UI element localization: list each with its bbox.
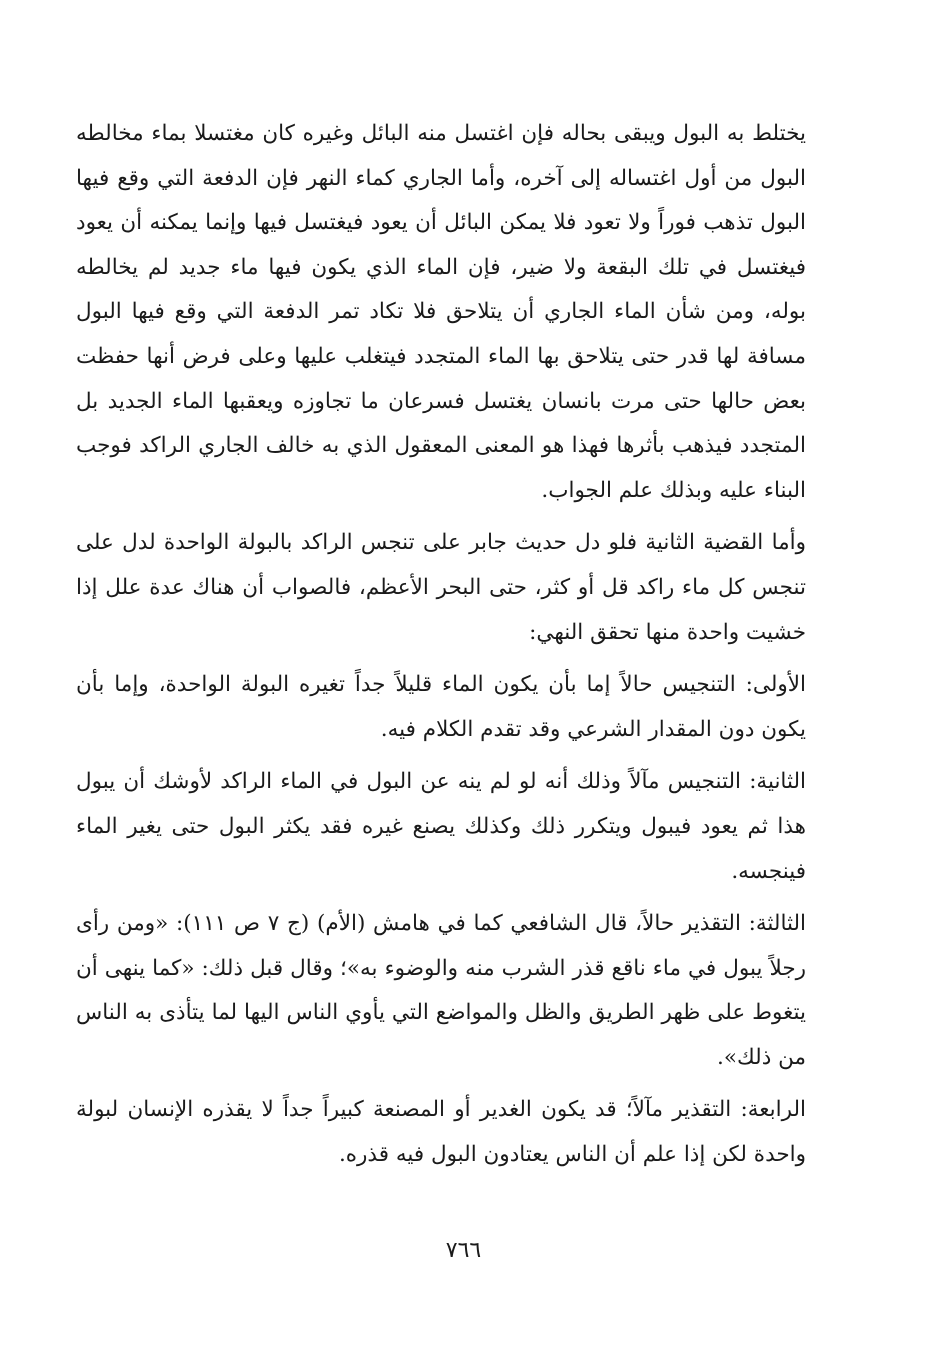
page-number: ٧٦٦ xyxy=(445,1238,482,1263)
paragraph-6: الرابعة: التقذير مآلاً؛ قد يكون الغدير أو المصنعة كبيراً جداً لا يقذره الإنسان لبولة واحدة لكن إذا علم أن الناس يعتادون البول فيه قذره. xyxy=(76,1097,806,1168)
paragraph-2: وأما القضية الثانية فلو دل حديث جابر على تنجس الراكد بالبولة الواحدة لدل على تنجس كل ماء راكد قل أو كثر، حتى البحر الأعظم، فالصواب أن هناك عدة علل إذا خشيت واحدة منها تحقق النهي: xyxy=(76,530,806,645)
page-body xyxy=(76,112,806,1178)
paragraph-4: الثانية: التنجيس مآلاً وذلك أنه لو لم ينه عن البول في الماء الراكد لأوشك أن يبول هذا ثم يعود فيبول ويتكرر ذلك وكذلك يصنع غيره فقد يكثر البول حتى يغير الماء فينجسه. xyxy=(76,769,806,884)
paragraph-1: يختلط به البول ويبقى بحاله فإن اغتسل منه البائل وغيره كان مغتسلا بماء مخالطه البول من أول اغتساله إلى آخره، وأما الجاري كماء النهر فإن الدفعة التي وقع فيها البول تذهب فوراً ولا تعود فلا يمكن البائل أن يعود فيغتسل فيها وإنما يمكنه أن يعود فيغتسل في تلك البقعة ولا ضير، فإن الماء الذي يكون فيها ماء جديد لم يخالطه بوله، ومن شأن الماء الجاري أن يتلاحق فلا تكاد تمر الدفعة التي وقع فيها البول مسافة لها قدر حتى يتلاحق بها الماء المتجدد فيتغلب عليها وعلى فرض أنها حفظت بعض حالها حتى مرت بانسان يغتسل فسرعان ما تجاوزه ويعقبها الماء الجديد بل المتجدد فيذهب بأثرها فهذا هو المعنى المعقول الذي به خالف الجاري الراكد فوجب البناء عليه وبذلك علم الجواب. xyxy=(76,121,806,503)
paragraph-5: الثالثة: التقذير حالاً، قال الشافعي كما في هامش (الأم) (ج ٧ ص ١١١): «ومن رأى رجلاً يبول في ماء ناقع قذر الشرب منه والوضوء به»؛ وقال قبل ذلك: «كما ينهى أن يتغوط على ظهر الطريق والظل والمواضع التي يأوي الناس اليها لما يتأذى به الناس من ذلك». xyxy=(76,911,807,1070)
paragraph-3: الأولى: التنجيس حالاً إما بأن يكون الماء قليلاً جداً تغيره البولة الواحدة، وإما بأن يكون دون المقدار الشرعي وقد تقدم الكلام فيه. xyxy=(76,672,806,742)
